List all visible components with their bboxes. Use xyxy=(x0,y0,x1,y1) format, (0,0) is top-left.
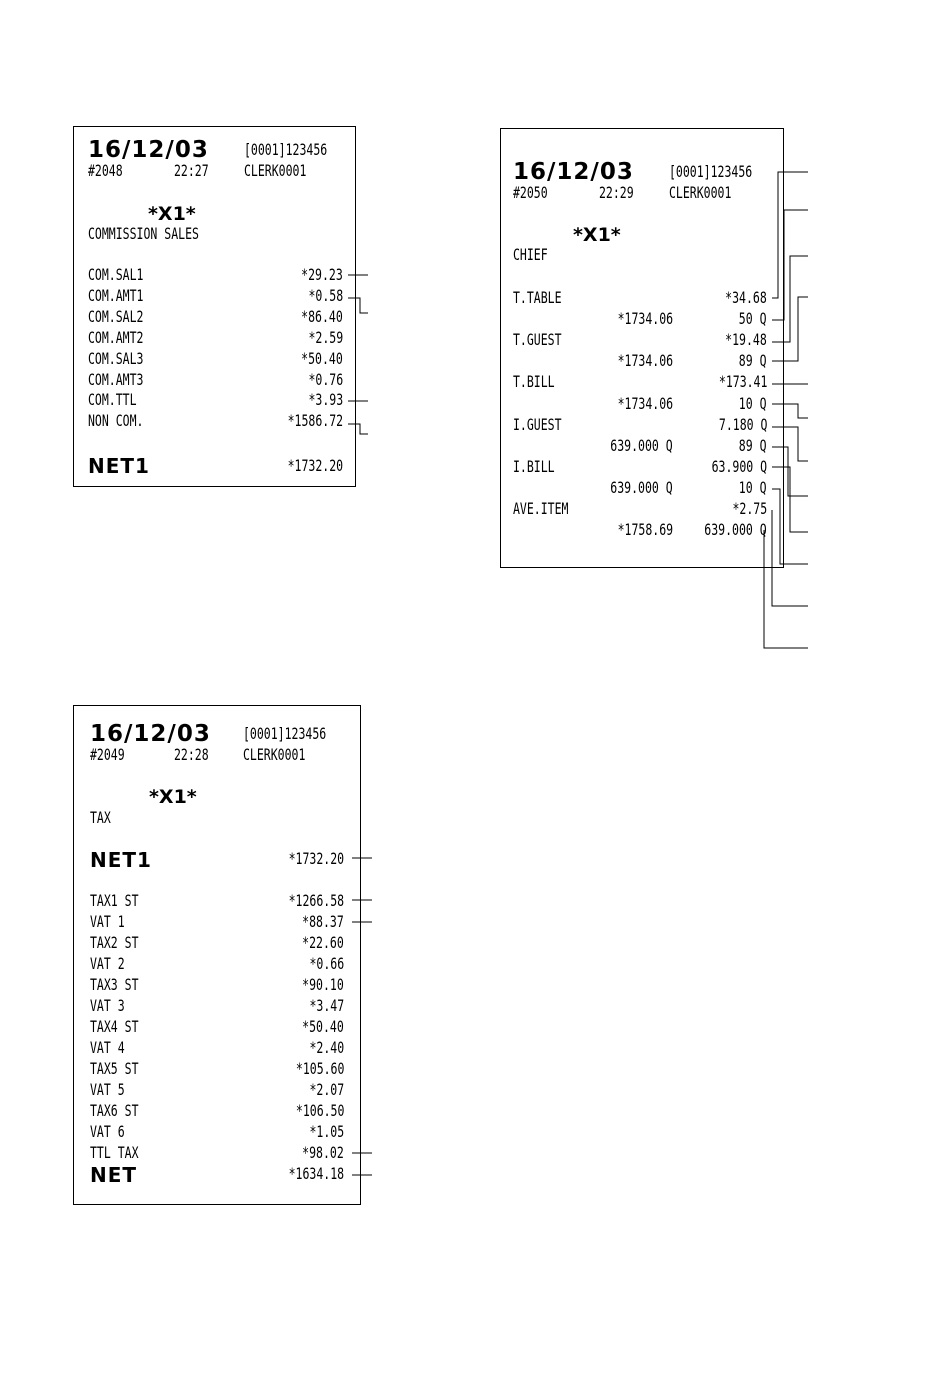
row-value: *106.50 xyxy=(295,1101,344,1120)
clerk-name: CLERK0001 xyxy=(243,745,306,764)
row-label: COM.SAL2 xyxy=(88,306,144,326)
receipt-date: 16/12/03 xyxy=(88,137,209,163)
row-value: *0.66 xyxy=(309,954,344,973)
row-label: TAX5 ST xyxy=(90,1059,139,1078)
row-sub-value: *1734.06 xyxy=(617,393,673,413)
row-label: COM.AMT3 xyxy=(88,369,144,389)
row-value: *2.59 xyxy=(308,327,343,347)
row-value: *2.75 xyxy=(732,499,767,518)
row-value: 639.000 Q xyxy=(704,520,767,540)
row-value: 50 Q xyxy=(739,309,767,329)
row-label: T.TABLE xyxy=(513,288,562,307)
row-value: *50.40 xyxy=(301,348,343,368)
row-label: VAT 3 xyxy=(90,996,125,1015)
machine-number: [0001]123456 xyxy=(244,140,328,159)
row-label: COM.AMT1 xyxy=(88,285,144,305)
net1-label: NET1 xyxy=(90,848,152,872)
row-sub-value: 639.000 Q xyxy=(610,435,673,455)
machine-number: [0001]123456 xyxy=(669,162,753,181)
net1-value: *1732.20 xyxy=(288,849,344,868)
receipt-time: 22:27 xyxy=(174,161,209,180)
clerk-name: CLERK0001 xyxy=(244,161,307,180)
row-label: T.BILL xyxy=(513,372,555,392)
net1-value: *1732.20 xyxy=(287,456,343,475)
row-value: *1586.72 xyxy=(287,411,343,431)
row-sub-value: *1734.06 xyxy=(617,309,673,329)
row-label: TAX6 ST xyxy=(90,1101,139,1120)
row-value: *105.60 xyxy=(295,1059,344,1078)
row-label: TAX4 ST xyxy=(90,1017,139,1036)
row-label: COM.SAL1 xyxy=(88,265,144,284)
row-value: 63.900 Q xyxy=(711,456,767,476)
row-value: *29.23 xyxy=(301,265,343,284)
row-label: NON COM. xyxy=(88,411,144,431)
row-label: VAT 5 xyxy=(90,1080,125,1099)
mode-title: *X1* xyxy=(148,203,196,225)
row-label: AVE.ITEM xyxy=(513,499,569,518)
report-title: COMMISSION SALES xyxy=(88,224,199,243)
row-label: TAX3 ST xyxy=(90,975,139,994)
row-value: *0.58 xyxy=(308,285,343,305)
row-value: *50.40 xyxy=(302,1017,344,1036)
report-title: CHIEF xyxy=(513,245,548,264)
commission-sales-receipt xyxy=(73,126,356,487)
row-value: 89 Q xyxy=(739,435,767,455)
row-value: *34.68 xyxy=(725,288,767,307)
receipt-date: 16/12/03 xyxy=(90,721,211,747)
row-value: *0.76 xyxy=(308,369,343,389)
row-value: 89 Q xyxy=(739,351,767,371)
net-label: NET xyxy=(90,1163,138,1187)
row-value: *22.60 xyxy=(302,933,344,952)
row-label: TAX1 ST xyxy=(90,891,139,910)
row-label: T.GUEST xyxy=(513,330,562,350)
row-value: *88.37 xyxy=(302,912,344,931)
row-value: *173.41 xyxy=(718,372,767,392)
row-value: *19.48 xyxy=(725,330,767,350)
row-value: *3.93 xyxy=(308,390,343,410)
row-value: 10 Q xyxy=(739,477,767,497)
row-label: TTL TAX xyxy=(90,1143,139,1162)
mode-title: *X1* xyxy=(573,224,621,246)
receipt-time: 22:28 xyxy=(174,745,209,764)
machine-number: [0001]123456 xyxy=(243,724,327,743)
row-value: *3.47 xyxy=(309,996,344,1015)
row-sub-value: 639.000 Q xyxy=(610,477,673,497)
row-value: *86.40 xyxy=(301,306,343,326)
row-label: I.GUEST xyxy=(513,414,562,434)
row-value: *98.02 xyxy=(302,1143,344,1162)
row-value: *1266.58 xyxy=(288,891,344,910)
row-value: *2.07 xyxy=(309,1080,344,1099)
row-label: COM.AMT2 xyxy=(88,327,144,347)
row-label: VAT 1 xyxy=(90,912,125,931)
mode-title: *X1* xyxy=(149,786,197,808)
net1-label: NET1 xyxy=(88,454,150,478)
row-label: VAT 4 xyxy=(90,1038,125,1057)
row-label: TAX2 ST xyxy=(90,933,139,952)
row-value: 7.180 Q xyxy=(718,414,767,434)
row-value: *90.10 xyxy=(302,975,344,994)
row-value: 10 Q xyxy=(739,393,767,413)
receipt-time: 22:29 xyxy=(599,183,634,202)
row-sub-value: *1758.69 xyxy=(617,520,673,540)
consecutive-number: #2048 xyxy=(88,161,123,180)
clerk-name: CLERK0001 xyxy=(669,183,732,202)
row-label: I.BILL xyxy=(513,456,555,476)
row-label: VAT 2 xyxy=(90,954,125,973)
consecutive-number: #2049 xyxy=(90,745,125,764)
chief-report-receipt xyxy=(500,128,784,568)
report-title: TAX xyxy=(90,808,111,827)
consecutive-number: #2050 xyxy=(513,183,548,202)
row-sub-value: *1734.06 xyxy=(617,351,673,371)
tax-report-receipt xyxy=(73,705,361,1205)
receipt-date: 16/12/03 xyxy=(513,159,634,185)
row-label: COM.TTL xyxy=(88,390,137,410)
net-value: *1634.18 xyxy=(288,1164,344,1183)
row-value: *1.05 xyxy=(309,1122,344,1141)
row-value: *2.40 xyxy=(309,1038,344,1057)
row-label: VAT 6 xyxy=(90,1122,125,1141)
row-label: COM.SAL3 xyxy=(88,348,144,368)
